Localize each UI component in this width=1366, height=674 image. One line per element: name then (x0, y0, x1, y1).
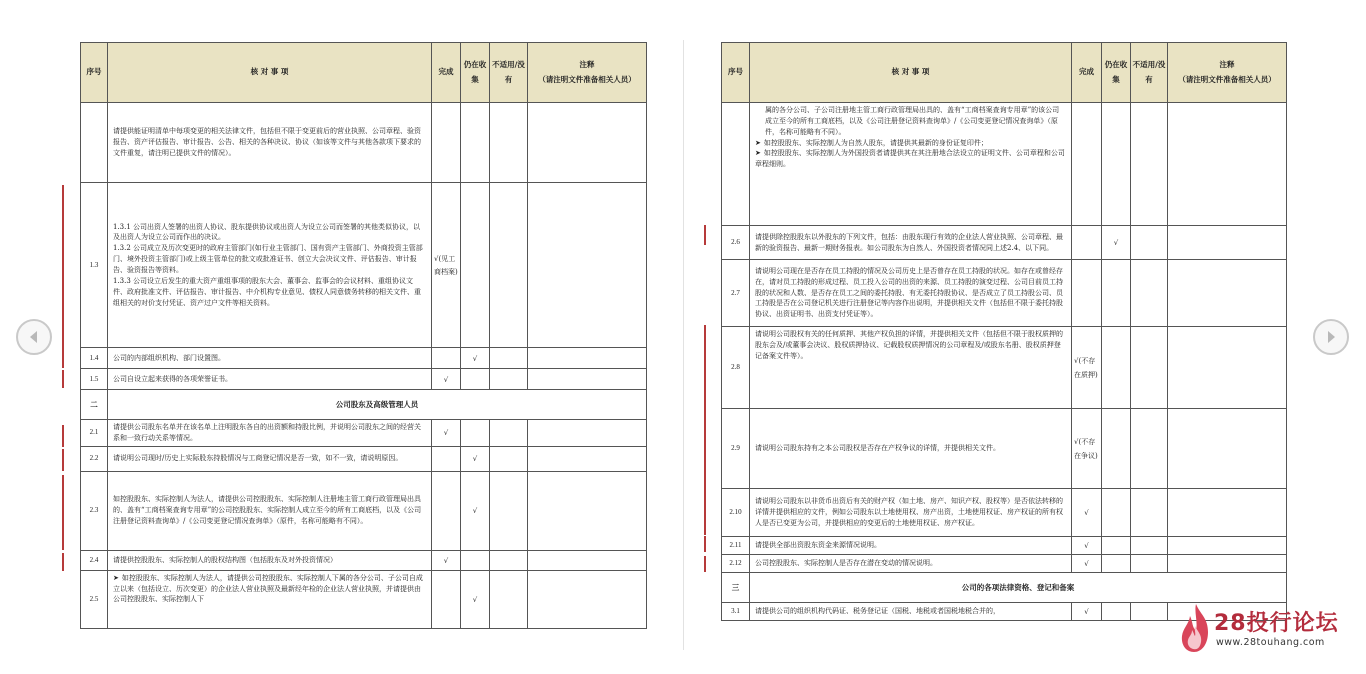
table-row (722, 489, 1287, 537)
section-row (722, 573, 1287, 603)
table-row (722, 409, 1287, 489)
section-title: 公司股东及高级管理人员 (108, 390, 647, 420)
row-text: 请说明公司现在是否存在员工持股的情况及公司历史上是否曾存在员工持股的状况。如存在或曾经存在，请对员工持股的形成过程、员工投入公司的出资的来源、员工持股的演变过程、公司目前员工持股的状况和人数、是否存在员工之间的委托持股、有无委托持股协议、是否成立了员工持股公司、员工持股是否在公司登记机关进行注册登记等内容作出说明，并提供相关文件（包括但不限于委托持股协议、出资证明书、出资支付凭证等）。 (750, 260, 1072, 327)
revision-mark (704, 225, 706, 245)
left-checklist-table (80, 42, 647, 629)
watermark-url: www.28touhang.com (1216, 637, 1325, 648)
pending-check: √ (1102, 226, 1131, 260)
arrow-bullet-icon: ➤ (755, 138, 761, 147)
row-number: 2.10 (722, 489, 750, 537)
next-page-button[interactable] (1313, 319, 1349, 355)
pending-check: √ (461, 446, 490, 471)
section-title: 公司的各项法律资格、登记和备案 (750, 573, 1287, 603)
row-number: 2.5 (81, 570, 108, 628)
row-number: 2.12 (722, 555, 750, 573)
done-check: √ (432, 550, 461, 570)
revision-mark (62, 475, 64, 550)
row-number: 2.2 (81, 446, 108, 471)
done-check: √ (432, 420, 461, 447)
revision-mark (62, 553, 64, 571)
arrow-bullet-icon: ➤ (755, 149, 761, 158)
header-done: 完成 (1072, 43, 1102, 103)
header-done: 完成 (432, 43, 461, 103)
revision-mark (704, 536, 706, 552)
row-paragraph: 1.3.2 公司成立及历次变更时的政府主管部门(如行业主管部门、国有资产主管部门、外商投资主管部门、境外投资主管部门)或上级主管单位的批文或批准证书、创立大会决议文件、评估报告、审计报告、验资报告等资料。 (113, 244, 423, 274)
row-number: 2.6 (722, 226, 750, 260)
header-note (1168, 43, 1287, 103)
table-row (722, 260, 1287, 327)
row-text: 请说明公司股权有关的任何质押、其他产权负担的详情，并提供相关文件（包括但不限于股权质押的股东会及/或董事会决议、股权质押协议、记载股权质押情况的公司章程及/或股东名册、股权质押登记备案文件等）。 (750, 327, 1072, 409)
row-text: 公司自设立起来获得的各项荣誉证书。 (108, 369, 432, 390)
table-row (81, 550, 647, 570)
header-na: 不适用/没有 (490, 43, 528, 103)
pending-check: √ (461, 471, 490, 550)
done-check: √ (1072, 555, 1102, 573)
row-paragraph: 1.3.3 公司设立后发生的重大资产重组事项的股东大会、董事会、监事会的会议材料、重组协议文件、政府批准文件、评估报告、审计报告、中介机构专业意见、债权人同意债务转移的相关文件、重组相关的对价支付凭证、资产过户文件等相关资料。 (113, 276, 421, 307)
done-cell: √(见工商档案) (432, 183, 461, 348)
table-row (81, 420, 647, 447)
row-text: 请提供全部出资股东资金来源情况说明。 (750, 537, 1072, 555)
table-header-row (722, 43, 1287, 103)
row-text: 属的各分公司、子公司注册地主管工商行政管理局出具的、盖有“工商档案查询专用章”的该公司成立至今的所有工商底档，以及《公司注册登记资料查询单》/《公司变更登记情况查询单》（原件，名称可能略有不同）。 ➤ 如控股股东、实际控制人为自然人股东，请提供其最新的身份证复印件； ➤ 如控股股东、实际控制人为外国投资者请提供其在其注册地合法设立的证明文件、公司章程和公司章程细则。 (750, 103, 1072, 226)
page-divider (683, 40, 684, 650)
header-note-sub: （请注明文件准备相关人员） (538, 74, 636, 84)
done-check: √ (1072, 489, 1102, 537)
site-watermark (1178, 600, 1358, 660)
row-number: 2.9 (722, 409, 750, 489)
header-note-sub: （请注明文件准备相关人员） (1178, 74, 1276, 84)
table-row (81, 103, 647, 183)
header-pending: 仍在收集 (461, 43, 490, 103)
row-text: 请提供除控股股东以外股东的下列文件，包括：由股东现行有效的企业法人营业执照、公司章程、最新的验资报告、最新一期财务报表。如公司股东为自然人、外国投资者情况同上述2.4、以下同。 (750, 226, 1072, 260)
row-number: 2.4 (81, 550, 108, 570)
row-text: 如控股股东、实际控制人为法人，请提供公司控股股东、实际控制人注册地主管工商行政管理局出具的、盖有“工商档案查询专用章”的公司控股股东、实际控制人成立至今的所有工商底档，以及《公司注册登记资料查询单》/《公司变更登记情况查询单》（原件，名称可能略有不同）。 (108, 471, 432, 550)
header-matter: 核 对 事 项 (108, 43, 432, 103)
row-text: 请提供公司的组织机构代码证、税务登记证（国税、地税或者国税地税合并的， (750, 603, 1072, 621)
row-number: 3.1 (722, 603, 750, 621)
row-text: 公司的内部组织机构、部门设置图。 (108, 348, 432, 369)
row-text: ➤ 如控股股东、实际控制人为法人，请提供公司控股股东、实际控制人下属的各分公司、子公司自成立以来（包括设立、历次变更）的企业法人营业执照及最新经年检的企业法人营业执照，并请提供由公司控股股东、实际控制人下 (108, 570, 432, 628)
revision-mark (704, 490, 706, 535)
table-row (81, 348, 647, 369)
done-cell: √(不存在争议) (1072, 409, 1102, 489)
table-header-row (81, 43, 647, 103)
row-text: 请提供控股股东、实际控制人的股权结构图（包括股东及对外投资情况） (108, 550, 432, 570)
table-row (722, 537, 1287, 555)
done-check: √ (432, 369, 461, 390)
table-row (722, 327, 1287, 409)
flame-logo-icon (1178, 602, 1214, 654)
header-matter: 核 对 事 项 (750, 43, 1072, 103)
table-row (722, 103, 1287, 226)
row-text: 请说明公司股东以非货币出资后有关的财产权（如土地、房产、知识产权、股权等）是否依法转移的详情并提供相应的文件，例如公司股东以土地使用权、房产出资，土地使用权证、房产权证的所有权人是否已变更为公司，并提供相应的变更后的土地使用权证、房产权证。 (750, 489, 1072, 537)
revision-mark (704, 556, 706, 572)
right-page (721, 42, 1286, 630)
table-row (722, 555, 1287, 573)
header-note-title: 注释 (1219, 60, 1235, 70)
arrow-bullet-icon: ➤ (113, 573, 119, 582)
pending-check: √ (461, 348, 490, 369)
chevron-left-icon (27, 330, 41, 344)
row-paragraph: 1.3.1 公司出资人签署的出资人协议、股东提供协议或出资人为设立公司而签署的其他类似协议，以及出资人为设立公司而作出的决议。 (113, 222, 421, 242)
row-number: 2.1 (81, 420, 108, 447)
row-number: 1.3 (81, 183, 108, 348)
row-paragraph: 属的各分公司、子公司注册地主管工商行政管理局出具的、盖有“工商档案查询专用章”的该公司成立至今的所有工商底档，以及《公司注册登记资料查询单》/《公司变更登记情况查询单》（原件，名称可能略有不同）。 (765, 106, 1060, 136)
table-row (81, 446, 647, 471)
revision-mark (704, 325, 706, 490)
table-row (81, 369, 647, 390)
row-number: 2.8 (722, 327, 750, 409)
row-text: 请说明公司股东持有之本公司股权是否存在产权争议的详情，并提供相关文件。 (750, 409, 1072, 489)
row-text: 请提供公司股东名单并在该名单上注明股东各自的出资额和持股比例，并说明公司股东之间的经营关系和一致行动关系等情况。 (108, 420, 432, 447)
row-text (108, 183, 432, 348)
row-text: 请提供能证明清单中每项变更的相关法律文件，包括但不限于变更前后的营业执照、公司章程、验资报告、资产评估报告、审计报告、公告、相关的各种决议、协议（如该等文件与其他各款项下要求的文件重复，请注明已提供文件的情况）。 (108, 103, 432, 183)
chevron-right-icon (1324, 330, 1338, 344)
row-number: 1.5 (81, 369, 108, 390)
row-text: 公司控股股东、实际控制人是否存在潜在变动的情况说明。 (750, 555, 1072, 573)
pending-check: √ (461, 570, 490, 628)
header-note (528, 43, 647, 103)
watermark-title: 28投行论坛 (1214, 611, 1339, 636)
section-row (81, 390, 647, 420)
table-row (722, 226, 1287, 260)
header-seq: 序号 (722, 43, 750, 103)
row-text: 请说明公司现时/历史上实际股东持股情况与工商登记情况是否一致，如不一致，请说明原因。 (108, 446, 432, 471)
revision-mark (62, 370, 64, 388)
previous-page-button[interactable] (16, 319, 52, 355)
row-number: 2.7 (722, 260, 750, 327)
revision-mark (62, 350, 64, 368)
revision-mark (62, 185, 64, 351)
header-na: 不适用/没有 (1131, 43, 1168, 103)
table-row (81, 471, 647, 550)
row-number: 2.3 (81, 471, 108, 550)
done-check: √ (1072, 537, 1102, 555)
revision-mark (62, 449, 64, 471)
section-number: 二 (81, 390, 108, 420)
header-seq: 序号 (81, 43, 108, 103)
left-page (80, 42, 646, 634)
done-check: √ (1072, 603, 1102, 621)
header-pending: 仍在收集 (1102, 43, 1131, 103)
row-number: 1.4 (81, 348, 108, 369)
done-cell: √(不存在质押) (1072, 327, 1102, 409)
right-checklist-table (721, 42, 1287, 621)
table-row (81, 183, 647, 348)
table-row (81, 570, 647, 628)
section-number: 三 (722, 573, 750, 603)
row-number: 2.11 (722, 537, 750, 555)
header-note-title: 注释 (579, 60, 595, 70)
revision-mark (62, 425, 64, 447)
